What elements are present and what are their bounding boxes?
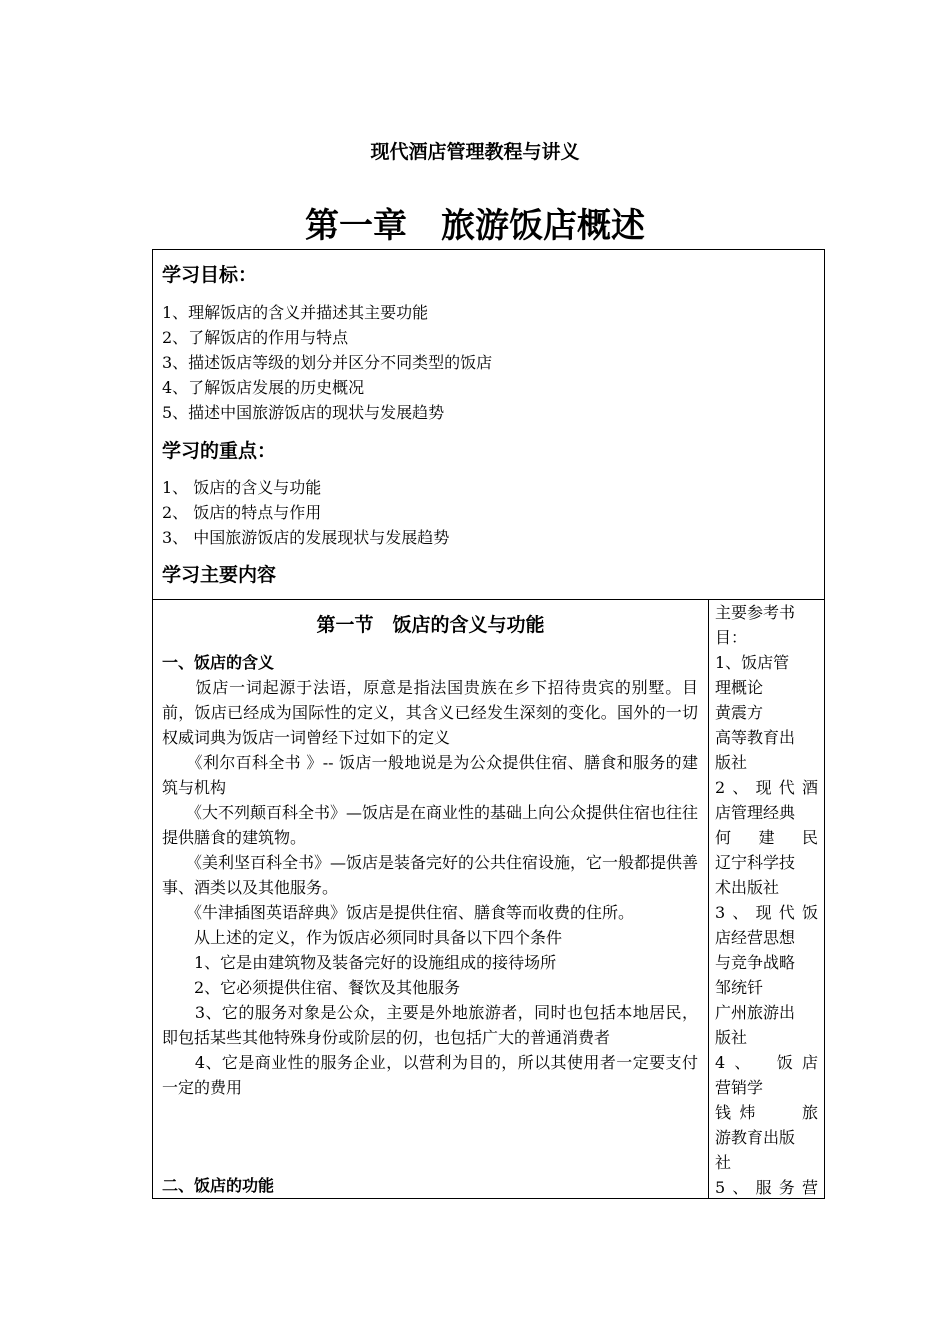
- reference-line: 营销学: [715, 1078, 764, 1097]
- section-title: 第一节 饭店的含义与功能: [316, 614, 545, 636]
- list-item: 3、 中国旅游饭店的发展现状与发展趋势: [162, 528, 450, 547]
- reference-line: 店管理经典: [715, 803, 796, 822]
- paragraph: 1、它是由建筑物及装备完好的设施组成的接待场所: [162, 953, 557, 972]
- references-list: [715, 600, 818, 1200]
- section-body: [162, 675, 698, 1100]
- list-item: 3、描述饭店等级的划分并区分不同类型的饭店: [162, 353, 493, 372]
- key-points-list: [162, 475, 449, 550]
- reference-line: 理概论: [715, 678, 764, 697]
- paragraph: 《利尔百科全书 》-- 饭店一般地说是为公众提供住宿、膳食和服务的建筑与机构: [162, 753, 698, 797]
- objectives-list: [162, 300, 492, 425]
- reference-line: 4、 饭店: [715, 1053, 818, 1072]
- reference-line: 广州旅游出: [715, 1003, 796, 1022]
- paragraph: 2、它必须提供住宿、餐饮及其他服务: [162, 978, 461, 997]
- list-item: 4、了解饭店发展的历史概况: [162, 378, 365, 397]
- reference-line: 版社: [715, 1028, 748, 1047]
- reference-line: 版社: [715, 753, 748, 772]
- objectives-heading: 学习目标：: [162, 264, 258, 286]
- list-item: 1、 饭店的含义与功能: [162, 478, 322, 497]
- main-content-heading: 学习主要内容: [162, 564, 277, 586]
- reference-line: 辽宁科学技: [715, 853, 796, 872]
- paragraph: 《美利坚百科全书》—饭店是装备完好的公共住宿设施，它一般都提供善事、酒类以及其他服务。: [162, 853, 699, 897]
- reference-line: 与竞争战略: [715, 953, 796, 972]
- reference-line: 主要参考书: [715, 603, 796, 622]
- subsection-heading: 一、饭店的含义: [162, 653, 275, 672]
- reference-line: 何 建 民: [715, 828, 818, 847]
- reference-line: 店经营思想: [715, 928, 796, 947]
- paragraph: 从上述的定义，作为饭店必须同时具备以下四个条件: [162, 928, 563, 947]
- reference-line: 2、现代酒: [715, 778, 818, 797]
- reference-line: 邹统钎: [715, 978, 764, 997]
- paragraph: 4、它是商业性的服务企业，以营利为目的，所以其使用者一定要支付一定的费用: [162, 1053, 698, 1097]
- list-item: 2、 饭店的特点与作用: [162, 503, 322, 522]
- reference-line: 钱炜 旅: [715, 1103, 818, 1122]
- reference-line: 目：: [715, 628, 748, 647]
- reference-line: 1、饭店管: [715, 653, 790, 672]
- subsection-heading: 二、饭店的功能: [162, 1176, 275, 1195]
- document-title: 现代酒店管理教程与讲义: [370, 141, 580, 163]
- list-item: 2、了解饭店的作用与特点: [162, 328, 349, 347]
- reference-line: 社: [715, 1153, 732, 1172]
- reference-line: 黄震方: [715, 703, 764, 722]
- paragraph: 饭店一词起源于法语，原意是指法国贵族在乡下招待贵宾的别墅。目前，饭店已经成为国际性的定义，其含义已经发生深刻的变化。国外的一切权威词典为饭店一词曾经下过如下的定义: [162, 678, 698, 747]
- chapter-title: 第一章 旅游饭店概述: [305, 206, 645, 246]
- key-points-heading: 学习的重点：: [162, 440, 277, 462]
- reference-line: 术出版社: [715, 878, 780, 897]
- paragraph: 《大不列颠百科全书》—饭店是在商业性的基础上向公众提供住宿也往往提供膳食的建筑物。: [162, 803, 699, 847]
- list-item: 1、理解饭店的含义并描述其主要功能: [162, 303, 429, 322]
- list-item: 5、描述中国旅游饭店的现状与发展趋势: [162, 403, 445, 422]
- paragraph: 3、它的服务对象是公众，主要是外地旅游者，同时也包括本地居民，即包括某些其他特殊身份或阶层的仞，也包括广大的普通消费者: [162, 1003, 698, 1047]
- reference-line: 高等教育出: [715, 728, 796, 747]
- paragraph: 《牛津插图英语辞典》饭店是提供住宿、膳食等而收费的住所。: [162, 903, 635, 922]
- reference-line: 3、现代饭: [715, 903, 818, 922]
- reference-line: 游教育出版: [715, 1128, 796, 1147]
- reference-line: 5、服务营: [715, 1178, 818, 1197]
